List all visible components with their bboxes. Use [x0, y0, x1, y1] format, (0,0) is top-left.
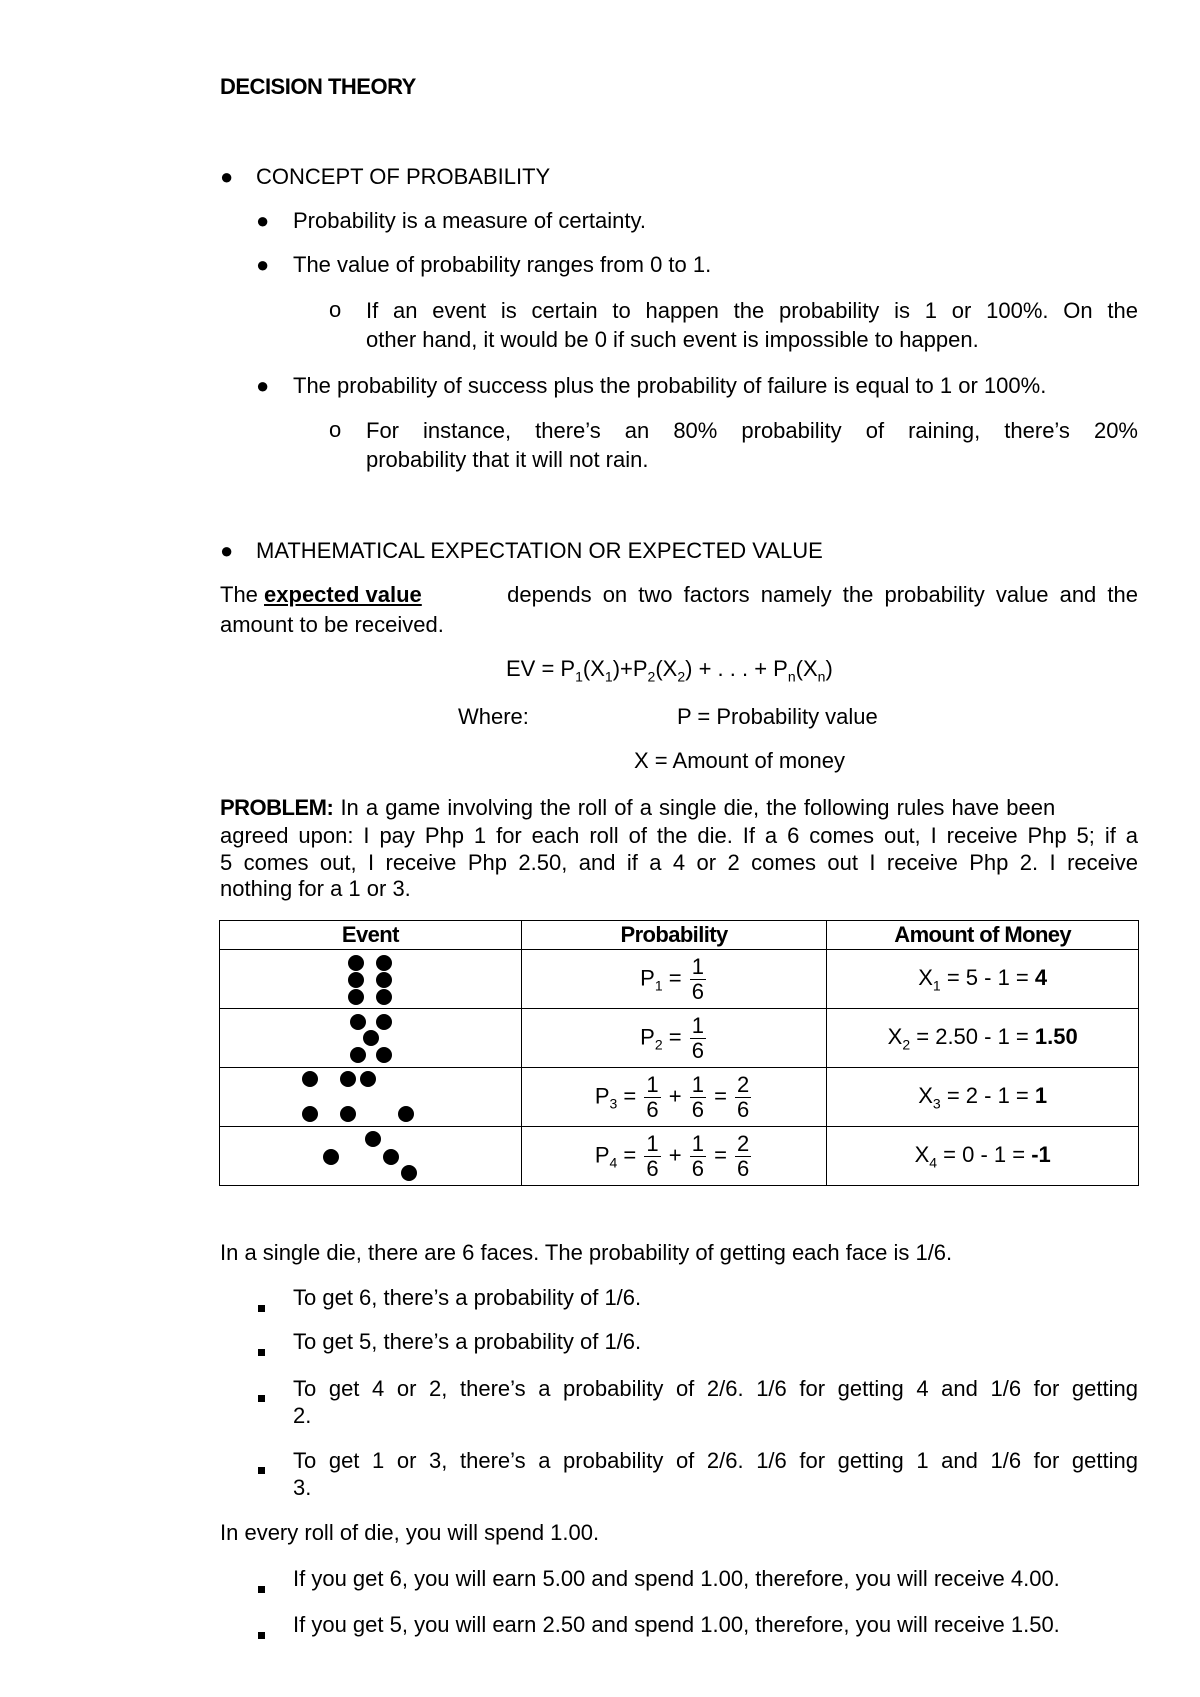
bullet-text: Probability is a measure of certainty. [293, 208, 646, 233]
bullet-dot: ● [220, 538, 234, 563]
die-six-icon [335, 950, 405, 1008]
problem-line4: nothing for a 1 or 3. [220, 876, 411, 901]
die-face-five [220, 1009, 522, 1068]
square-bullet [258, 1454, 265, 1480]
paragraph-faces: In a single die, there are 6 faces. The probability of getting each face is 1/6. [220, 1240, 953, 1265]
list-item: To get 5, there’s a probability of 1/6. [293, 1329, 642, 1354]
probability-cell: $P_3$ = $\frac{1}{6}$ + $\frac{1}{6}$ = $\frac{2}{6}$ [521, 1068, 827, 1127]
amount-value: 1 [1034, 1082, 1048, 1108]
sub-bullet-text: For instance, there’s an 80% probability of raining, there’s 20% [366, 418, 1138, 443]
square-bullet [258, 1573, 265, 1599]
amount-cell: $X_4 = 0 - 1 = -1$ [827, 1127, 1139, 1186]
bullet-dot: ● [256, 208, 270, 233]
ev-formula: EV = $P_1(X_1)+P_2(X_2)$ + . . . + $P_n(X_n)$ [506, 656, 833, 685]
table-row [220, 950, 1139, 1009]
header-amount: Amount of Money [827, 921, 1139, 950]
problem-line1: PROBLEM: In a game involving the roll of a single die, the following rules have been [220, 795, 1056, 820]
bullet-dot: ● [256, 252, 270, 277]
table-row [220, 1009, 1139, 1068]
die-five-icon [335, 1009, 405, 1067]
intro-prefix: The expected value [220, 582, 422, 607]
die-one-three-icon [315, 1127, 425, 1185]
section-heading-probability: CONCEPT OF PROBABILITY [256, 164, 551, 189]
sub-bullet-text: If an event is certain to happen the probability is 1 or 100%. On the [366, 298, 1138, 323]
list-item: If you get 6, you will earn 5.00 and spend 1.00, therefore, you will receive 4.00. [293, 1566, 1060, 1591]
probability-cell: $P_1$ = $\frac{1}{6}$ [521, 950, 827, 1009]
list-item: To get 6, there’s a probability of 1/6. [293, 1285, 642, 1310]
amount-value: 1.50 [1034, 1023, 1078, 1049]
square-bullet [258, 1336, 265, 1362]
amount-cell: $X_3 = 2 - 1 = 1$ [827, 1068, 1139, 1127]
probability-cell: $P_2$ = $\frac{1}{6}$ [521, 1009, 827, 1068]
bullet-text: The value of probability ranges from 0 to 1. [293, 252, 712, 277]
table-row [220, 1127, 1139, 1186]
amount-value: -1 [1031, 1141, 1051, 1167]
bullet-text: The probability of success plus the probability of failure is equal to 1 or 100%. [293, 373, 1047, 398]
die-face-six [220, 950, 522, 1009]
expected-value-term: expected value [264, 582, 422, 607]
problem-label: PROBLEM: [220, 795, 334, 820]
amount-cell: $X_1 = 5 - 1 = 4$ [827, 950, 1139, 1009]
die-four-two-icon [300, 1068, 440, 1126]
list-item: To get 4 or 2, there’s a probability of 2/6. 1/6 for getting 4 and 1/6 for getting [293, 1376, 1138, 1401]
square-bullet [258, 1382, 265, 1408]
list-item-continued: 3. [293, 1475, 312, 1500]
where-label: Where: [458, 704, 529, 729]
header-probability: Probability [521, 921, 827, 950]
intro-rest: depends on two factors namely the probability value and the [507, 582, 1138, 607]
where-p: P = Probability value [677, 704, 878, 729]
amount-cell: $X_2 = 2.50 - 1 = 1.50$ [827, 1009, 1139, 1068]
bullet-dot: ● [220, 164, 234, 189]
paragraph-spend: In every roll of die, you will spend 1.00. [220, 1520, 600, 1545]
table-header-row [220, 921, 1139, 950]
list-item-continued: 2. [293, 1403, 312, 1428]
intro-line2: amount to be received. [220, 612, 444, 637]
die-face-four-or-two [220, 1068, 522, 1127]
intro-line [220, 582, 1138, 608]
sub-bullet-text: other hand, it would be 0 if such event is impossible to happen. [366, 327, 979, 352]
probability-cell: $P_4$ = $\frac{1}{6}$ + $\frac{1}{6}$ = $\frac{2}{6}$ [521, 1127, 827, 1186]
square-bullet [258, 1292, 265, 1318]
document-title: DECISION THEORY [220, 74, 416, 99]
sub-bullet-marker: o [329, 417, 342, 442]
sub-bullet-text: probability that it will not rain. [366, 447, 649, 472]
die-face-one-or-three [220, 1127, 522, 1186]
list-item: If you get 5, you will earn 2.50 and spend 1.00, therefore, you will receive 1.50. [293, 1612, 1060, 1637]
probability-table [219, 920, 1139, 1186]
problem-line2: agreed upon: I pay Php 1 for each roll of the die. If a 6 comes out, I receive Php 5; if a [220, 823, 1138, 848]
list-item: To get 1 or 3, there’s a probability of 2/6. 1/6 for getting 1 and 1/6 for getting [293, 1448, 1138, 1473]
header-event: Event [220, 921, 522, 950]
problem-line3: 5 comes out, I receive Php 2.50, and if a 4 or 2 comes out I receive Php 2. I receive [220, 850, 1138, 875]
square-bullet [258, 1619, 265, 1645]
bullet-dot: ● [256, 373, 270, 398]
table-row [220, 1068, 1139, 1127]
sub-bullet-marker: o [329, 297, 342, 322]
amount-value: 4 [1034, 964, 1048, 990]
section-heading-expected-value: MATHEMATICAL EXPECTATION OR EXPECTED VALUE [256, 538, 823, 563]
where-x: X = Amount of money [634, 748, 845, 773]
